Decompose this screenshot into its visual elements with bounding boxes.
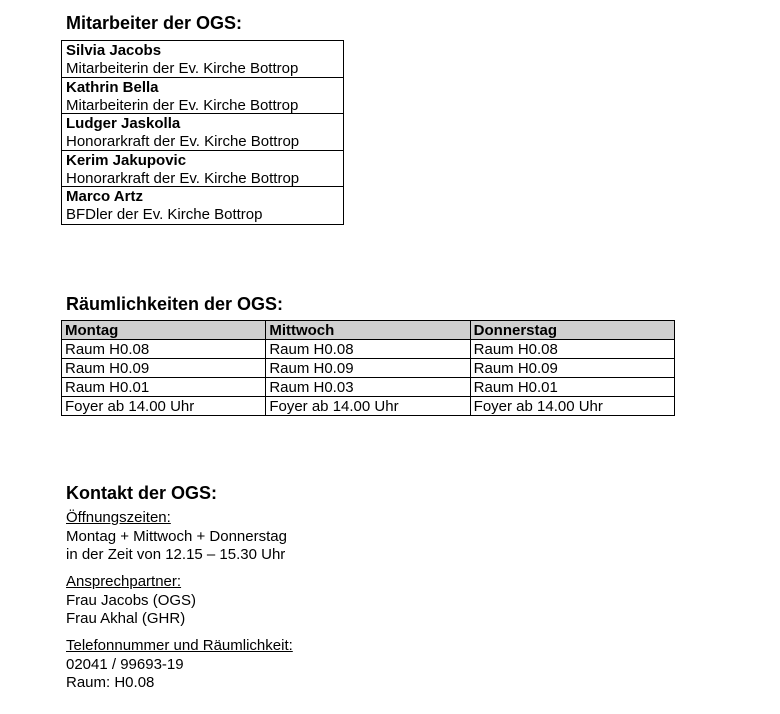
table-cell: Foyer ab 14.00 Uhr [470, 397, 674, 416]
staff-role: Honorarkraft der Ev. Kirche Bottrop [66, 133, 300, 151]
column-header-wednesday: Mittwoch [266, 321, 470, 340]
table-cell: Raum H0.09 [470, 359, 674, 378]
staff-name: Kathrin Bella [66, 78, 159, 96]
table-cell: Raum H0.09 [266, 359, 470, 378]
column-header-thursday: Donnerstag [470, 321, 674, 340]
opening-days: Montag + Mittwoch + Donnerstag [66, 527, 287, 545]
room-number: Raum: H0.08 [66, 674, 155, 691]
staff-row [62, 78, 343, 115]
table-cell: Foyer ab 14.00 Uhr [62, 397, 266, 416]
table-cell: Raum H0.08 [266, 340, 470, 359]
staff-role: BFDler der Ev. Kirche Bottrop [66, 206, 263, 224]
contact-section-title: Kontakt der OGS: [66, 483, 218, 503]
staff-name: Marco Artz [66, 188, 143, 206]
staff-name: Silvia Jacobs [66, 42, 162, 59]
staff-row [62, 41, 343, 78]
table-cell: Raum H0.08 [62, 340, 266, 359]
staff-role: Mitarbeiterin der Ev. Kirche Bottrop [66, 60, 299, 77]
phone-room-label: Telefonnummer und Räumlichkeit: [66, 637, 293, 654]
phone-number: 02041 / 99693-19 [66, 655, 184, 673]
table-row [62, 378, 675, 397]
staff-role: Honorarkraft der Ev. Kirche Bottrop [66, 169, 300, 187]
column-header-monday: Montag [62, 321, 266, 340]
contact-persons-label: Ansprechpartner: [66, 573, 182, 590]
table-row [62, 359, 675, 378]
staff-name: Ludger Jaskolla [66, 115, 181, 133]
staff-row [62, 151, 343, 188]
table-row [62, 397, 675, 416]
staff-section-title: Mitarbeiter der OGS: [66, 13, 243, 33]
rooms-header-row [62, 321, 675, 340]
rooms-section-title: Räumlichkeiten der OGS: [66, 294, 284, 314]
staff-name: Kerim Jakupovic [66, 151, 187, 169]
table-row [62, 340, 675, 359]
table-cell: Raum H0.01 [62, 378, 266, 397]
contact-person: Frau Akhal (GHR) [66, 610, 186, 627]
opening-hours-label: Öffnungszeiten: [66, 509, 171, 526]
table-cell: Raum H0.08 [470, 340, 674, 359]
table-cell: Raum H0.09 [62, 359, 266, 378]
rooms-table [61, 320, 675, 416]
table-cell: Foyer ab 14.00 Uhr [266, 397, 470, 416]
table-cell: Raum H0.01 [470, 378, 674, 397]
staff-row [62, 187, 343, 224]
opening-hours-block [66, 509, 287, 565]
phone-room-block [66, 637, 293, 693]
contact-person: Frau Jacobs (OGS) [66, 591, 197, 609]
staff-role: Mitarbeiterin der Ev. Kirche Bottrop [66, 96, 299, 114]
contact-persons-block [66, 573, 196, 629]
opening-time: in der Zeit von 12.15 – 15.30 Uhr [66, 546, 286, 563]
staff-row [62, 114, 343, 151]
table-cell: Raum H0.03 [266, 378, 470, 397]
staff-table [61, 40, 344, 225]
